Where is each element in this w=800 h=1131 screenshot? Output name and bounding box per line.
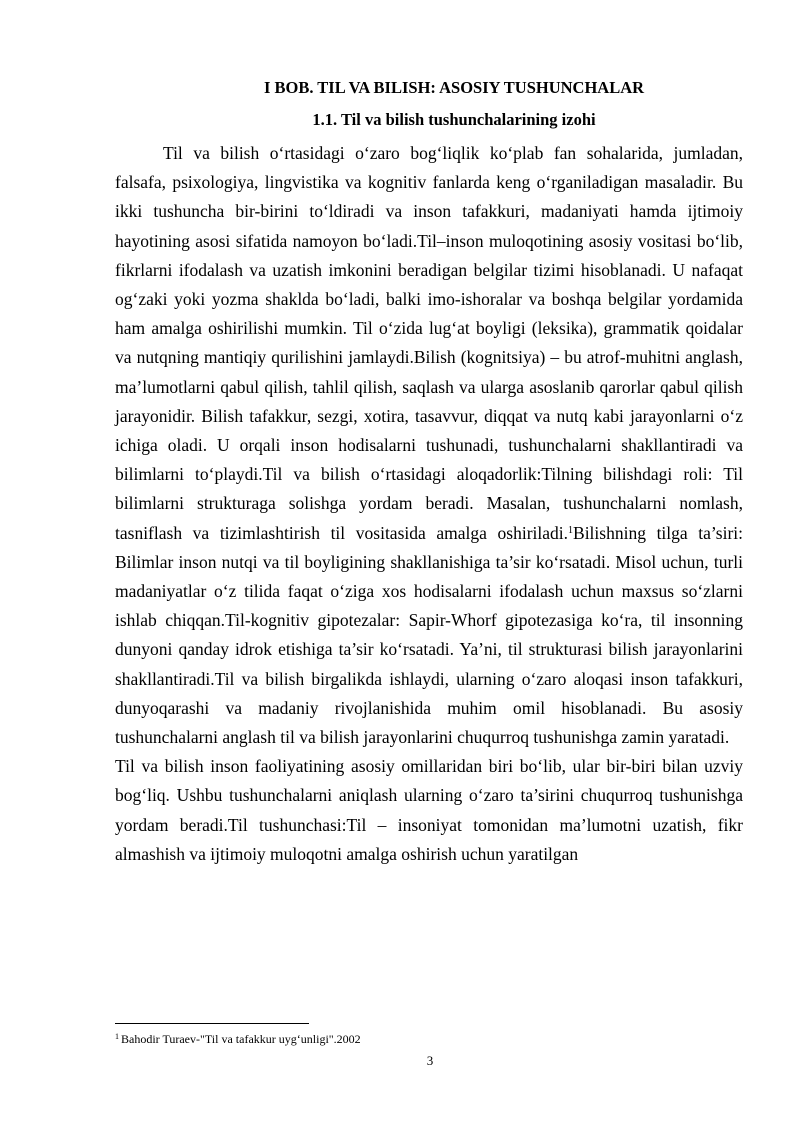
paragraph-1 bbox=[115, 139, 743, 752]
chapter-title: I BOB. TIL VA BILISH: ASOSIY TUSHUNCHALAR bbox=[263, 78, 645, 97]
paragraph-1-part-1: Til va bilish o‘rtasidagi o‘zaro bog‘liqlik ko‘plab fan sohalarida, jumladan, falsafa, psixologiya, lingvistika va kognitiv fanlarda keng o‘rganiladigan masaladir. Bu ikki tushuncha bir-birini to‘ldiradi va inson tafakkuri, madaniyati hamda ijtimoiy hayotining asosi sifatida namoyon bo‘ladi.Til–inson muloqotining asosiy vositasi bo‘lib, fikrlarni ifodalash va uzatish imkonini beradigan belgilar tizimi hisoblanadi. U nafaqat og‘zaki yoki yozma shaklda bo‘ladi, balki imo-ishoralar va boshqa belgilar yordamida ham amalga oshirilishi mumkin. Til o‘zida lug‘at boyligi (leksika), grammatik qoidalar va nutqning mantiqiy qurilishini jamlaydi.Bilish (kognitsiya) – bu atrof-muhitni anglash, ma’lumotlarni qabul qilish, tahlil qilish, saqlash va ularga asoslanib qarorlar qabul qilish jarayonidir. Bilish tafakkur, sezgi, xotira, tasavvur, diqqat va nutq kabi jarayonlarni o‘z ichiga oladi. U orqali inson hodisalarni tushunadi, tushunchalarni shakllantiradi va bilimlarni to‘playdi.Til va bilish o‘rtasidagi aloqadorlik:Tilning bilishdagi roli: Til bilimlarni strukturaga solishga yordam beradi. Masalan, tushunchalarni nomlash, tasniflash va tizimlashtirish til vositasida amalga oshiriladi. bbox=[115, 143, 743, 543]
page-number: 3 bbox=[426, 1053, 434, 1068]
paragraph-1-part-2: Bilishning tilga ta’siri: Bilimlar inson nutqi va til boyligining shakllanishiga ta’sir ko‘rsatadi. Misol uchun, turli madaniyatlar o‘z tilida faqat o‘ziga xos hodisalarni ifodalash uchun maxsus so‘zlarni ishlab chiqqan.Til-kognitiv gipotezalar: Sapir-Whorf gipotezasiga ko‘ra, til insonning dunyoni qanday idrok etishiga ta’sir ko‘rsatadi. Ya’ni, til strukturasi bilish jarayonlarini shakllantiradi.Til va bilish birgalikda ishlaydi, ularning o‘zaro aloqasi inson tafakkuri, dunyoqarashi va madaniy rivojlanishida muhim omil hisoblanadi. Bu asosiy tushunchalarni anglash til va bilish jarayonlarini chuqurroq tushunishga zamin yaratadi. bbox=[115, 522, 743, 748]
paragraph-2: Til va bilish inson faoliyatining asosiy omillaridan biri bo‘lib, ular bir-biri bilan uzviy bog‘liq. Ushbu tushunchalarni aniqlash ularning o‘zaro ta’sirini chuqurroq tushunishga yordam beradi.Til tushunchasi:Til – insoniyat tomonidan ma’lumotni uzatish, fikr almashish va ijtimoiy muloqotni amalga oshirish uchun yaratilgan bbox=[115, 756, 743, 864]
footnote-text: Bahodir Turaev-"Til va tafakkur uyg‘unligi".2002 bbox=[121, 1032, 361, 1046]
body-text bbox=[115, 139, 743, 869]
footnote-reference[interactable]: 1 bbox=[568, 524, 574, 536]
section-title: 1.1. Til va bilish tushunchalarining izohi bbox=[312, 110, 596, 129]
footnote bbox=[115, 1032, 361, 1047]
footnote-divider bbox=[115, 1023, 309, 1024]
footnote-number: 1 bbox=[115, 1032, 119, 1041]
